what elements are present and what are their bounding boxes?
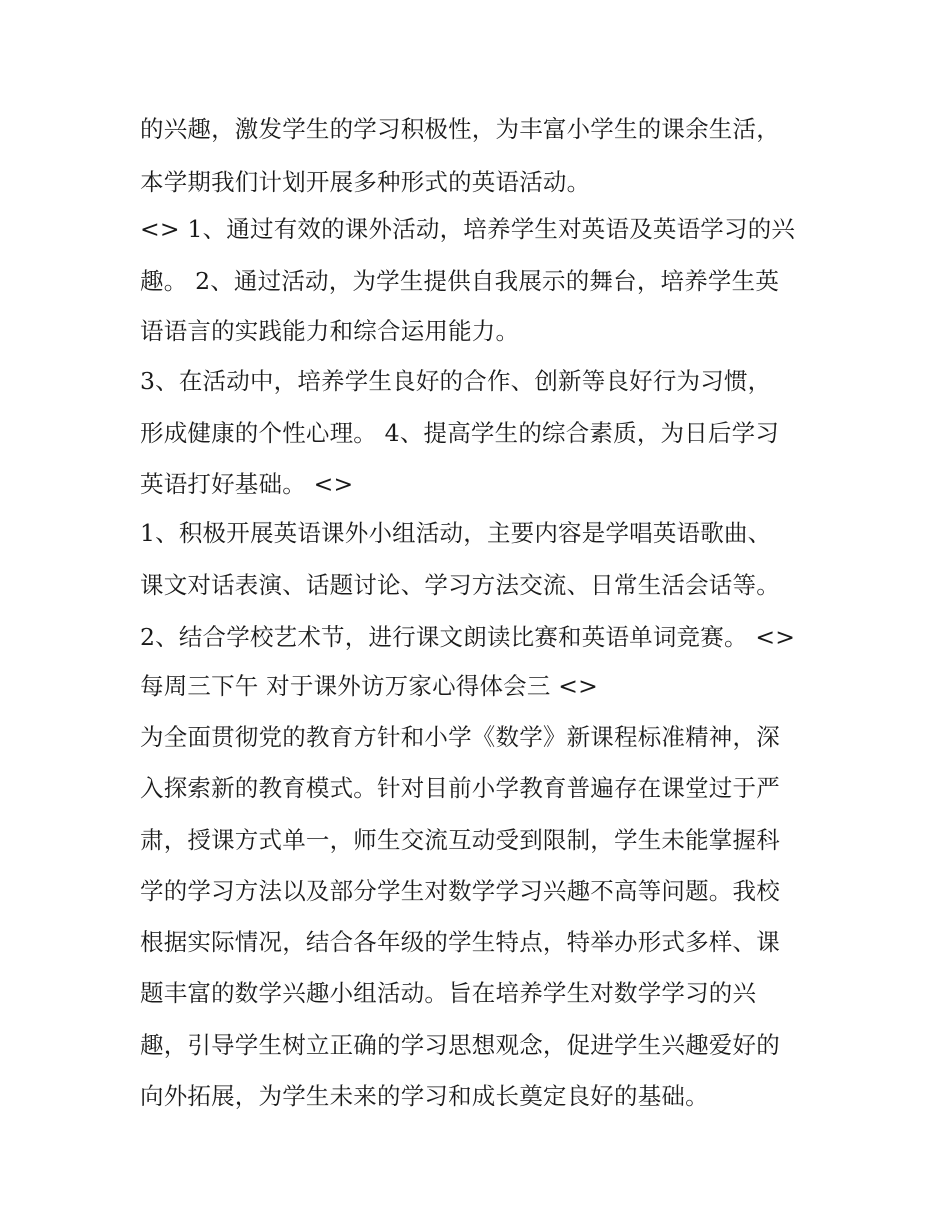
text-line: 为全面贯彻党的教育方针和小学《数学》新课程标准精神，深	[140, 723, 780, 751]
text-line: <> 1、通过有效的课外活动，培养学生对英语及英语学习的兴	[140, 215, 796, 243]
text-line: 入探索新的教育模式。针对目前小学教育普遍存在课堂过于严	[140, 774, 780, 802]
text-line: 3、在活动中，培养学生良好的合作、创新等良好行为习惯，	[140, 367, 772, 395]
text-line: 肃，授课方式单一，师生交流互动受到限制，学生未能掌握科	[140, 826, 780, 854]
text-line: 学的学习方法以及部分学生对数学学习兴趣不高等问题。我校	[140, 877, 780, 905]
text-line: 2、结合学校艺术节，进行课文朗读比赛和英语单词竞赛。 <>	[140, 623, 796, 651]
text-line: 形成健康的个性心理。 4、提高学生的综合素质，为日后学习	[140, 419, 780, 447]
text-line: 的兴趣，激发学生的学习积极性，为丰富小学生的课余生活，	[140, 115, 780, 143]
text-line: 1、积极开展英语课外小组活动，主要内容是学唱英语歌曲、	[140, 519, 772, 547]
text-line: 每周三下午 对于课外访万家心得体会三 <>	[140, 672, 599, 700]
text-line: 根据实际情况，结合各年级的学生特点，特举办形式多样、课	[140, 928, 780, 956]
text-line: 向外拓展，为学生未来的学习和成长奠定良好的基础。	[140, 1082, 709, 1110]
text-line: 语语言的实践能力和综合运用能力。	[140, 317, 520, 345]
text-line: 课文对话表演、话题讨论、学习方法交流、日常生活会话等。	[140, 571, 780, 599]
text-line: 英语打好基础。 <>	[140, 470, 354, 498]
text-line: 趣。 2、通过活动，为学生提供自我展示的舞台，培养学生英	[140, 267, 780, 295]
text-line: 趣，引导学生树立正确的学习思想观念，促进学生兴趣爱好的	[140, 1031, 780, 1059]
text-line: 本学期我们计划开展多种形式的英语活动。	[140, 168, 591, 196]
text-line: 题丰富的数学兴趣小组活动。旨在培养学生对数学学习的兴	[140, 979, 757, 1007]
